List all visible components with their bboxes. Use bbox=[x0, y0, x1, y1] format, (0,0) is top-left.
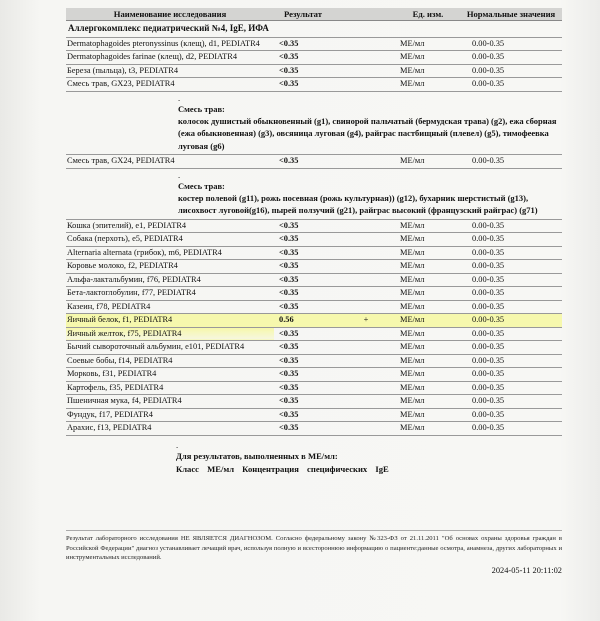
test-result: 0.56 bbox=[274, 314, 336, 328]
test-result: <0.35 bbox=[274, 273, 336, 287]
test-flag bbox=[336, 64, 396, 78]
test-unit: МЕ/мл bbox=[396, 368, 460, 382]
group-row bbox=[66, 21, 562, 38]
result-note-line1: Для результатов, выполненных в МЕ/мл: bbox=[176, 450, 338, 461]
test-norm: 0.00-0.35 bbox=[460, 368, 562, 382]
test-norm: 0.00-0.35 bbox=[460, 64, 562, 78]
test-unit: МЕ/мл bbox=[396, 327, 460, 341]
test-unit: МЕ/мл bbox=[396, 233, 460, 247]
test-flag bbox=[336, 273, 396, 287]
note-row bbox=[66, 168, 562, 219]
test-flag: + bbox=[336, 314, 396, 328]
table-row bbox=[66, 78, 562, 92]
test-norm: 0.00-0.35 bbox=[460, 327, 562, 341]
table-row bbox=[66, 155, 562, 169]
test-result: <0.35 bbox=[274, 155, 336, 169]
test-unit: МЕ/мл bbox=[396, 381, 460, 395]
table-row bbox=[66, 327, 562, 341]
test-unit: МЕ/мл bbox=[396, 219, 460, 233]
note-text: костер полевой (g11), рожь посевная (рожь культурная)) (g12), бухарник шерстистый (g13), лисохвост луговой(g16), пырей ползучий (g21), райграс высокий (французский райграс) (g71) bbox=[178, 193, 538, 216]
table-row bbox=[66, 408, 562, 422]
test-name: Dermatophagoides farinae (клещ), d2, PEDIATR4 bbox=[66, 51, 274, 65]
table-row bbox=[66, 37, 562, 51]
test-result: <0.35 bbox=[274, 51, 336, 65]
test-norm: 0.00-0.35 bbox=[460, 354, 562, 368]
test-unit: МЕ/мл bbox=[396, 287, 460, 301]
table-row bbox=[66, 287, 562, 301]
test-name: Морковь, f31, PEDIATR4 bbox=[66, 368, 274, 382]
test-name: Картофель, f35, PEDIATR4 bbox=[66, 381, 274, 395]
test-norm: 0.00-0.35 bbox=[460, 314, 562, 328]
test-unit: МЕ/мл bbox=[396, 273, 460, 287]
test-result: <0.35 bbox=[274, 64, 336, 78]
test-norm: 0.00-0.35 bbox=[460, 246, 562, 260]
grass-mix-note bbox=[68, 92, 560, 155]
test-name: Dermatophagoides pteronyssinus (клещ), d1, PEDIATR4 bbox=[66, 37, 274, 51]
table-row bbox=[66, 381, 562, 395]
test-flag bbox=[336, 233, 396, 247]
test-norm: 0.00-0.35 bbox=[460, 37, 562, 51]
test-result: <0.35 bbox=[274, 219, 336, 233]
table-body bbox=[66, 21, 562, 436]
test-result: <0.35 bbox=[274, 354, 336, 368]
disclaimer: Результат лабораторного исследования НЕ ЯВЛЯЕТСЯ ДИАГНОЗОМ. Согласно федеральному закону №323-ФЗ от 21.11.2011 "Об основах охраны здоровья граждан в Российской Федерации" диагноз устанавливает лечащий врач, используя полную и всестороннюю информацию о пациенте:данные осмотра, анамнеза, других лабораторных и инструментальных исследований. bbox=[66, 535, 562, 562]
test-flag bbox=[336, 300, 396, 314]
test-result: <0.35 bbox=[274, 368, 336, 382]
note-dot: . bbox=[176, 439, 179, 450]
table-row bbox=[66, 395, 562, 409]
test-norm: 0.00-0.35 bbox=[460, 422, 562, 436]
test-unit: МЕ/мл bbox=[396, 354, 460, 368]
test-result: <0.35 bbox=[274, 422, 336, 436]
test-name: Соевые бобы, f14, PEDIATR4 bbox=[66, 354, 274, 368]
test-flag bbox=[336, 381, 396, 395]
test-flag bbox=[336, 51, 396, 65]
test-norm: 0.00-0.35 bbox=[460, 300, 562, 314]
table-row bbox=[66, 233, 562, 247]
table-row bbox=[66, 51, 562, 65]
test-name: Пшеничная мука, f4, PEDIATR4 bbox=[66, 395, 274, 409]
test-result: <0.35 bbox=[274, 327, 336, 341]
test-flag bbox=[336, 408, 396, 422]
test-norm: 0.00-0.35 bbox=[460, 219, 562, 233]
results-table bbox=[66, 8, 562, 436]
result-note-line2: Класс МЕ/мл Концентрация специфических IgE bbox=[176, 463, 389, 474]
table-row bbox=[66, 422, 562, 436]
test-result: <0.35 bbox=[274, 37, 336, 51]
test-flag bbox=[336, 341, 396, 355]
test-norm: 0.00-0.35 bbox=[460, 51, 562, 65]
test-unit: МЕ/мл bbox=[396, 260, 460, 274]
test-norm: 0.00-0.35 bbox=[460, 260, 562, 274]
test-flag bbox=[336, 219, 396, 233]
timestamp: 2024-05-11 20:11:02 bbox=[491, 566, 562, 575]
test-norm: 0.00-0.35 bbox=[460, 273, 562, 287]
test-norm: 0.00-0.35 bbox=[460, 78, 562, 92]
test-result: <0.35 bbox=[274, 233, 336, 247]
header-unit: Ед. изм. bbox=[396, 8, 460, 21]
test-flag bbox=[336, 155, 396, 169]
table-row bbox=[66, 246, 562, 260]
table-row bbox=[66, 368, 562, 382]
test-flag bbox=[336, 260, 396, 274]
table-row bbox=[66, 314, 562, 328]
test-norm: 0.00-0.35 bbox=[460, 395, 562, 409]
test-norm: 0.00-0.35 bbox=[460, 233, 562, 247]
test-flag bbox=[336, 37, 396, 51]
test-norm: 0.00-0.35 bbox=[460, 287, 562, 301]
test-result: <0.35 bbox=[274, 260, 336, 274]
test-flag bbox=[336, 246, 396, 260]
note-dot: . bbox=[178, 169, 181, 180]
test-name: Арахис, f13, PEDIATR4 bbox=[66, 422, 274, 436]
test-unit: МЕ/мл bbox=[396, 155, 460, 169]
test-result: <0.35 bbox=[274, 381, 336, 395]
test-norm: 0.00-0.35 bbox=[460, 408, 562, 422]
test-result: <0.35 bbox=[274, 78, 336, 92]
test-result: <0.35 bbox=[274, 408, 336, 422]
note-dot: . bbox=[178, 92, 181, 103]
test-name: Яичный белок, f1, PEDIATR4 bbox=[66, 314, 274, 328]
test-unit: МЕ/мл bbox=[396, 314, 460, 328]
test-flag bbox=[336, 287, 396, 301]
test-norm: 0.00-0.35 bbox=[460, 381, 562, 395]
table-header bbox=[66, 8, 562, 21]
grass-mix-note bbox=[68, 169, 560, 219]
table-row bbox=[66, 219, 562, 233]
test-name: Alternaria alternata (грибок), m6, PEDIATR4 bbox=[66, 246, 274, 260]
test-unit: МЕ/мл bbox=[396, 51, 460, 65]
table-row bbox=[66, 341, 562, 355]
test-result: <0.35 bbox=[274, 300, 336, 314]
group-title: Аллергокомплекс педиатрический №4, IgE, ИФА bbox=[66, 21, 562, 38]
test-flag bbox=[336, 422, 396, 436]
test-name: Яичный желток, f75, PEDIATR4 bbox=[66, 327, 274, 341]
test-name: Смесь трав, GX24, PEDIATR4 bbox=[66, 155, 274, 169]
table-row bbox=[66, 354, 562, 368]
test-unit: МЕ/мл bbox=[396, 341, 460, 355]
test-unit: МЕ/мл bbox=[396, 408, 460, 422]
test-unit: МЕ/мл bbox=[396, 300, 460, 314]
divider bbox=[66, 530, 562, 531]
test-norm: 0.00-0.35 bbox=[460, 341, 562, 355]
header-norm: Нормальные значения bbox=[460, 8, 562, 21]
test-norm: 0.00-0.35 bbox=[460, 155, 562, 169]
test-result: <0.35 bbox=[274, 287, 336, 301]
test-unit: МЕ/мл bbox=[396, 395, 460, 409]
test-name: Кошка (эпителий), e1, PEDIATR4 bbox=[66, 219, 274, 233]
test-name: Береза (пыльца), t3, PEDIATR4 bbox=[66, 64, 274, 78]
test-result: <0.35 bbox=[274, 395, 336, 409]
test-flag bbox=[336, 395, 396, 409]
test-unit: МЕ/мл bbox=[396, 246, 460, 260]
table-row bbox=[66, 273, 562, 287]
table-row bbox=[66, 300, 562, 314]
header-name: Наименование исследования bbox=[66, 8, 274, 21]
note-row bbox=[66, 91, 562, 155]
test-name: Собака (перхоть), e5, PEDIATR4 bbox=[66, 233, 274, 247]
header-result: Результат bbox=[274, 8, 396, 21]
results-report bbox=[66, 8, 562, 476]
test-result: <0.35 bbox=[274, 341, 336, 355]
test-name: Казеин, f78, PEDIATR4 bbox=[66, 300, 274, 314]
test-flag bbox=[336, 368, 396, 382]
test-name: Альфа-лактальбумин, f76, PEDIATR4 bbox=[66, 273, 274, 287]
test-unit: МЕ/мл bbox=[396, 422, 460, 436]
test-result: <0.35 bbox=[274, 246, 336, 260]
test-unit: МЕ/мл bbox=[396, 37, 460, 51]
test-unit: МЕ/мл bbox=[396, 64, 460, 78]
test-name: Бычий сывороточный альбумин, e101, PEDIATR4 bbox=[66, 341, 274, 355]
note-title: Смесь трав: bbox=[178, 180, 225, 191]
test-unit: МЕ/мл bbox=[396, 78, 460, 92]
test-name: Бета-лактоглобулин, f77, PEDIATR4 bbox=[66, 287, 274, 301]
test-name: Коровье молоко, f2, PEDIATR4 bbox=[66, 260, 274, 274]
test-flag bbox=[336, 327, 396, 341]
test-flag bbox=[336, 78, 396, 92]
table-row bbox=[66, 64, 562, 78]
test-name: Смесь трав, GX23, PEDIATR4 bbox=[66, 78, 274, 92]
table-row bbox=[66, 260, 562, 274]
result-units-note bbox=[66, 436, 562, 476]
test-name: Фундук, f17, PEDIATR4 bbox=[66, 408, 274, 422]
note-text: колосок душистый обыкновенный (g1), свинорой пальчатый (бермудская трава) (g2), ежа сборная (ежа обыкновенная) (g3), овсяница луговая (g4), райграс пастбищный (плевел) (g5), тимофеевка луговая (g6) bbox=[178, 115, 557, 151]
note-title: Смесь трав: bbox=[178, 103, 225, 114]
test-flag bbox=[336, 354, 396, 368]
